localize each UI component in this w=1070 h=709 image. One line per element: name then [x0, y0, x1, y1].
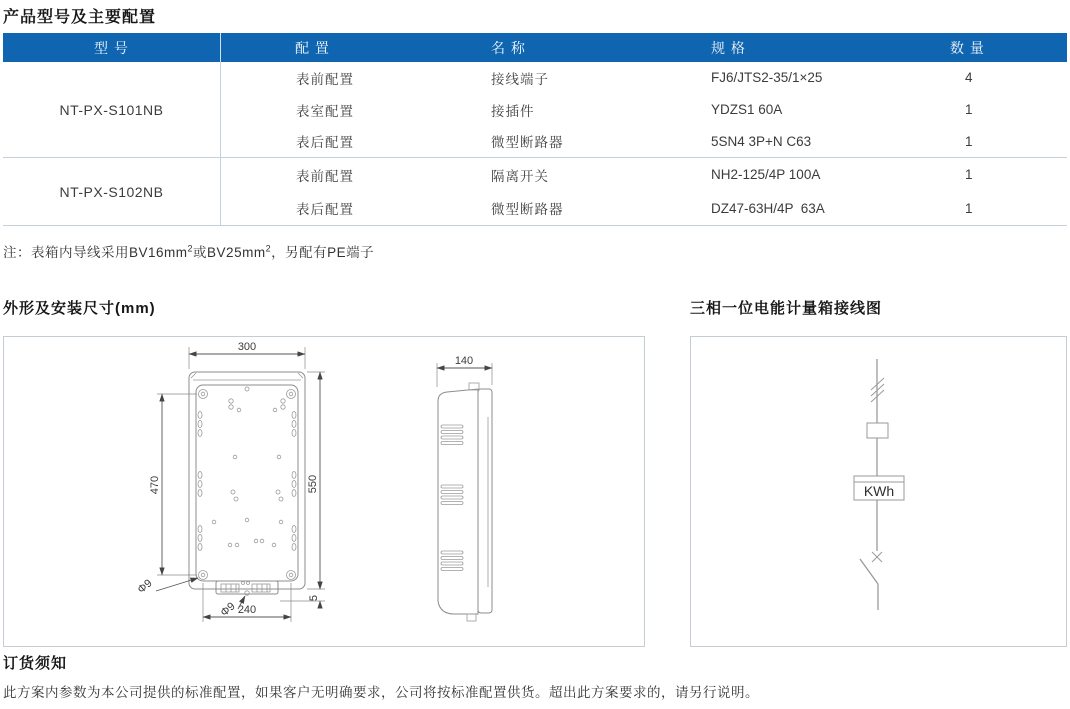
dim-label-470: 470	[149, 475, 161, 495]
dim-label-240: 240	[237, 604, 257, 616]
isolator-symbol	[867, 423, 888, 438]
cell-qty: 1	[965, 133, 973, 149]
wiring-diagram	[691, 337, 1066, 646]
side-view-drawing	[437, 355, 492, 621]
cell-name: 微型断路器	[491, 202, 564, 218]
dim-bottom-offset	[280, 582, 325, 608]
dim-height-left	[149, 394, 197, 575]
group-rows	[221, 158, 1067, 225]
ordering-section-title: 订货须知	[3, 655, 68, 672]
front-view-drawing	[136, 341, 325, 622]
cell-qty: 1	[965, 200, 973, 216]
col-header-qty: 数 量	[950, 39, 985, 56]
col-header-name: 名 称	[491, 39, 526, 56]
model-cell: NT-PX-S102NB	[3, 158, 221, 225]
wiring-section-title: 三相一位电能计量箱接线图	[690, 300, 883, 317]
single-line-diagram	[854, 359, 904, 610]
breaker-symbol	[860, 552, 882, 610]
note-text-part: 或BV25mm	[193, 245, 266, 260]
table-note	[3, 241, 374, 261]
cell-spec: DZ47-63H/4P 63A	[711, 200, 825, 216]
table-header-row	[3, 33, 1067, 62]
side-louvers	[441, 425, 463, 571]
note-superscript: 2	[187, 243, 194, 254]
table-group-s101	[3, 62, 1067, 157]
cell-spec: NH2-125/4P 100A	[711, 167, 821, 183]
table-row	[221, 94, 1067, 126]
wiring-diagram-panel	[690, 336, 1067, 647]
panel-holes	[212, 387, 285, 547]
cell-spec: YDZS1 60A	[711, 102, 783, 117]
dim-label-550: 550	[307, 474, 319, 494]
cell-config: 表前配置	[296, 71, 354, 87]
col-header-model: 型 号	[3, 33, 221, 62]
dim-label-300: 300	[237, 341, 257, 353]
note-text-part: ，另配有PE端子	[271, 245, 375, 260]
cell-name: 隔离开关	[491, 168, 549, 184]
cell-qty: 1	[965, 102, 973, 117]
note-text-part: 注：表箱内导线采用BV16mm	[3, 245, 188, 260]
dim-side-depth	[437, 355, 492, 387]
table-body	[3, 62, 1067, 226]
table-row	[221, 192, 1067, 226]
cell-config: 表后配置	[296, 202, 354, 218]
kwh-meter-label: KWh	[863, 483, 895, 499]
cell-config: 表前配置	[296, 168, 354, 184]
table-group-s102	[3, 157, 1067, 225]
edge-slots	[198, 412, 296, 551]
kwh-meter-symbol	[854, 476, 904, 500]
table-row	[221, 158, 1067, 192]
model-cell: NT-PX-S101NB	[3, 62, 221, 157]
dim-label-140: 140	[454, 355, 474, 367]
ordering-text: 此方案内参数为本公司提供的标准配置，如果客户无明确要求，公司将按标准配置供货。超出此方案要求的，请另行说明。	[3, 685, 759, 700]
note-superscript: 2	[265, 243, 272, 254]
outline-section-title: 外形及安装尺寸(mm)	[3, 300, 156, 317]
dim-label-5: 5	[308, 594, 320, 602]
page-title: 产品型号及主要配置	[3, 9, 157, 26]
cell-spec: 5SN4 3P+N C63	[711, 133, 812, 149]
cell-qty: 4	[965, 70, 973, 86]
dim-label-dia9-left: Φ9	[135, 577, 155, 597]
dim-label-dia9-bottom: Φ9	[218, 600, 238, 620]
cell-config: 表后配置	[296, 135, 354, 151]
cable-entry-detail	[216, 581, 278, 595]
cell-qty: 1	[965, 167, 973, 183]
cell-name: 微型断路器	[491, 135, 564, 151]
table-row	[221, 125, 1067, 157]
outline-drawing	[4, 337, 644, 646]
cell-spec: FJ6/JTS2-35/1×25	[711, 70, 823, 86]
col-header-config: 配 置	[295, 39, 330, 56]
table-row	[221, 62, 1067, 94]
dim-width-top	[189, 341, 305, 369]
cell-name: 接插件	[491, 103, 535, 119]
dim-height-right	[307, 372, 325, 589]
outline-drawing-panel	[3, 336, 645, 647]
col-header-spec: 规 格	[711, 39, 746, 56]
product-spec-table	[3, 33, 1067, 226]
cell-config: 表室配置	[296, 103, 354, 119]
group-rows	[221, 62, 1067, 157]
cell-name: 接线端子	[491, 71, 549, 87]
mounting-holes	[199, 390, 296, 580]
